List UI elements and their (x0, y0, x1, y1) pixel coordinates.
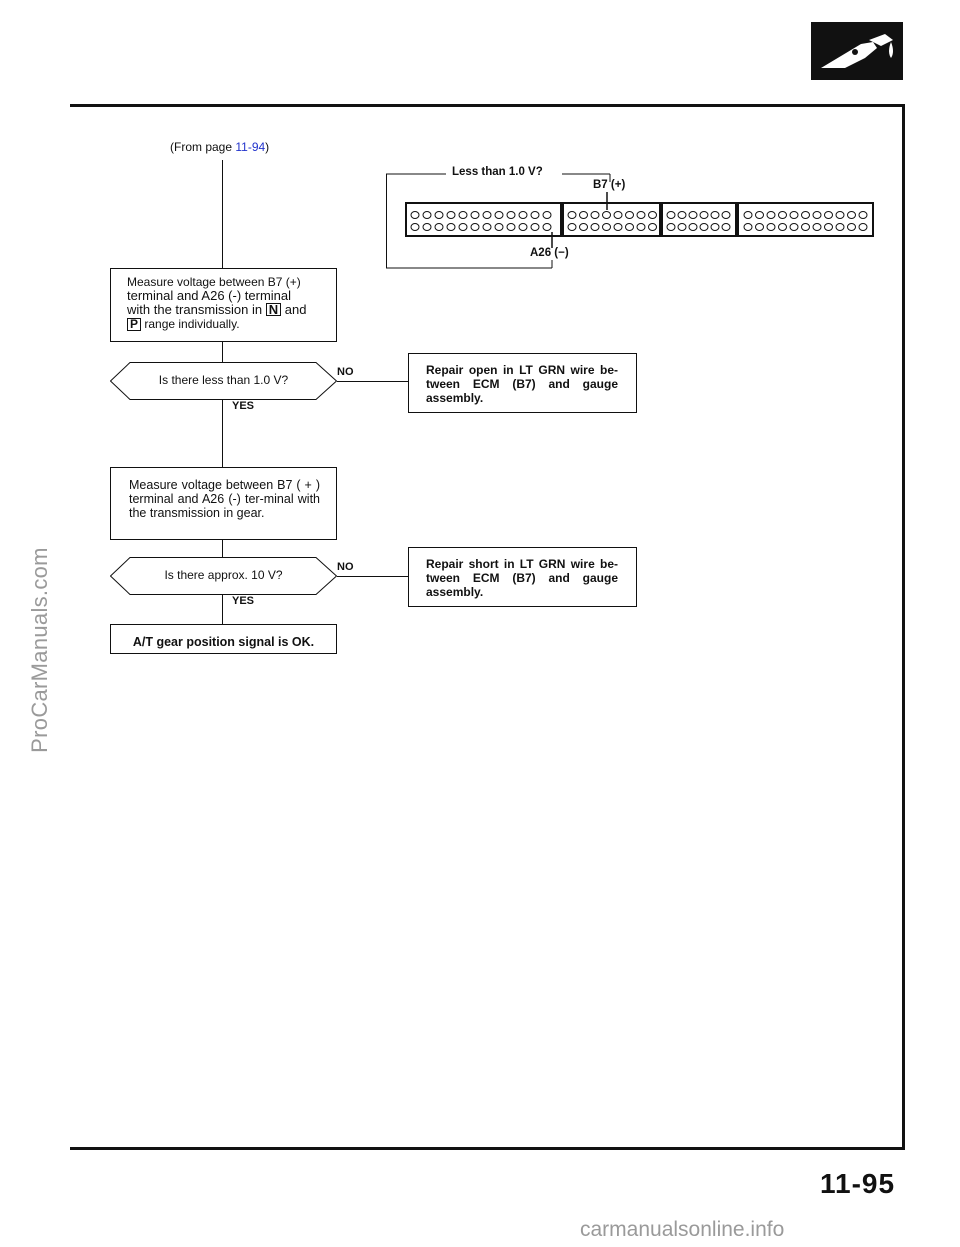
connector-pin (519, 224, 527, 231)
pin-b7-label: B7 (+) (593, 179, 626, 191)
measure-step-1: Measure voltage between B7 (+) terminal and A26 (-) terminal with the transmission in N and P range individually. (110, 268, 337, 342)
side-watermark: ProCarManuals.com (27, 547, 52, 753)
connector-pin (614, 212, 622, 219)
connector-pin (603, 212, 611, 219)
measure-step-2: Measure voltage between B7 ( + ) terminal and A26 (-) ter-minal with the transmission in gear. (110, 467, 337, 540)
connector-pin (411, 212, 419, 219)
connector-pin (471, 212, 479, 219)
no-branch-line (337, 576, 409, 577)
connector-pin (637, 224, 645, 231)
connector-pin (459, 212, 467, 219)
connector-pin (744, 224, 752, 231)
flow-line (222, 540, 223, 557)
connector-pin (667, 212, 675, 219)
connector-pin (790, 224, 798, 231)
range-p-symbol: P (127, 318, 141, 331)
connector-pin (626, 224, 634, 231)
connector-pin (711, 224, 719, 231)
connector-pin (825, 212, 833, 219)
connector-diagram (386, 160, 876, 275)
connector-pin (531, 212, 539, 219)
connector-pin (649, 224, 657, 231)
decision-1-question: Is there less than 1.0 V? (158, 373, 289, 387)
connector-pin (543, 224, 551, 231)
range-n-symbol: N (266, 303, 281, 316)
connector-pin (614, 224, 622, 231)
connector-pin (447, 212, 455, 219)
connector-pin (802, 224, 810, 231)
pin-a26-label: A26 (−) (530, 247, 569, 259)
connector-pin (813, 212, 821, 219)
connector-pin (825, 224, 833, 231)
connector-pin (848, 212, 856, 219)
connector-pin (678, 212, 686, 219)
connector-pin (689, 212, 697, 219)
connector-pin (756, 212, 764, 219)
frame-right-border (902, 104, 905, 1150)
connector-pin (848, 224, 856, 231)
decision-1 (110, 362, 337, 400)
connector-pin (580, 212, 588, 219)
footer-watermark: carmanualsonline.info (580, 1218, 785, 1241)
connector-pin (744, 212, 752, 219)
connector-pin (471, 224, 479, 231)
page-number: 11-95 (820, 1168, 896, 1199)
no-branch-line (337, 381, 409, 382)
connector-pin (637, 212, 645, 219)
from-page-reference: (From page 11-94) (170, 140, 270, 154)
connector-pin (689, 224, 697, 231)
connector-pin (435, 224, 443, 231)
connector-pin (756, 224, 764, 231)
connector-pin (802, 212, 810, 219)
connector-pin (667, 224, 675, 231)
connector-pin (591, 224, 599, 231)
connector-pin (507, 212, 515, 219)
no-label: NO (337, 561, 354, 573)
flow-line (222, 595, 223, 625)
result-box: A/T gear position signal is OK. (110, 624, 337, 654)
connector-pin (580, 224, 588, 231)
connector-pin (767, 212, 775, 219)
repair-short-box: Repair short in LT GRN wire be-tween ECM (B7) and gauge assembly. (408, 547, 637, 607)
repair-open-box: Repair open in LT GRN wire be-tween ECM (B7) and gauge assembly. (408, 353, 637, 413)
decision-2 (110, 557, 337, 595)
yes-label: YES (232, 400, 255, 412)
connector-title: Less than 1.0 V? (452, 166, 543, 178)
page-link[interactable]: 11-94 (235, 140, 266, 154)
decision-2-question: Is there approx. 10 V? (164, 568, 283, 582)
connector-pin (836, 212, 844, 219)
connector-pin (411, 224, 419, 231)
connector-pin (722, 224, 730, 231)
connector-pin (790, 212, 798, 219)
connector-pin (649, 212, 657, 219)
connector-pin (591, 212, 599, 219)
connector-pin (711, 212, 719, 219)
connector-pin (859, 224, 867, 231)
connector-pin (495, 224, 503, 231)
connector-pin (507, 224, 515, 231)
connector-pin (626, 212, 634, 219)
connector-pin (495, 212, 503, 219)
frame-top-border (70, 104, 905, 107)
connector-pin (483, 224, 491, 231)
connector-pin (836, 224, 844, 231)
connector-pin (779, 212, 787, 219)
connector-pin (859, 212, 867, 219)
connector-pin (700, 224, 708, 231)
connector-pin (603, 224, 611, 231)
no-label: NO (337, 366, 354, 378)
connector-pin (722, 212, 730, 219)
connector-pin (813, 224, 821, 231)
flow-line (222, 160, 223, 270)
connector-pin (678, 224, 686, 231)
connector-pin (767, 224, 775, 231)
connector-pin (423, 224, 431, 231)
flow-line (222, 342, 223, 362)
connector-pin (483, 212, 491, 219)
connector-pin (543, 212, 551, 219)
connector-pin (519, 212, 527, 219)
connector-pin (779, 224, 787, 231)
connector-pin (459, 224, 467, 231)
connector-pin (568, 212, 576, 219)
connector-pin (423, 212, 431, 219)
flow-line (222, 400, 223, 468)
connector-pin (435, 212, 443, 219)
connector-pin (447, 224, 455, 231)
fuel-nozzle-icon (811, 22, 903, 80)
frame-bottom-border (70, 1147, 905, 1150)
connector-pin (568, 224, 576, 231)
connector-pin (700, 212, 708, 219)
connector-pin (531, 224, 539, 231)
yes-label: YES (232, 595, 255, 607)
